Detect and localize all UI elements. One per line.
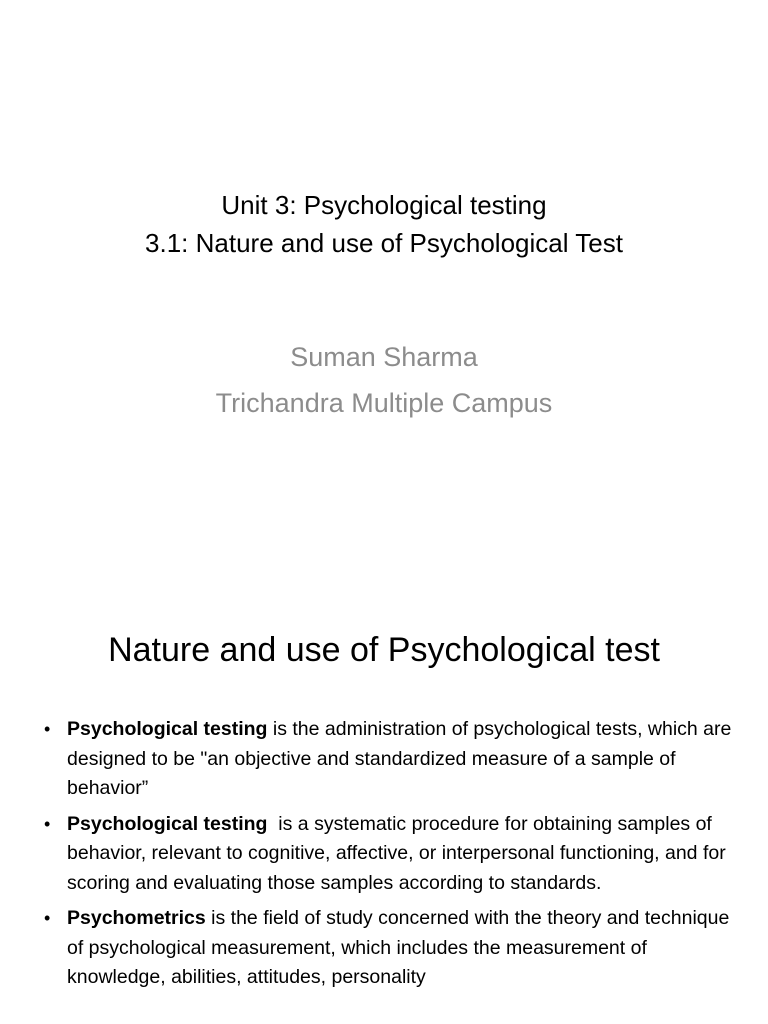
bullet-item <box>44 904 732 993</box>
bullet-term: Psychometrics <box>67 907 206 929</box>
slide-heading: Nature and use of Psychological test <box>108 631 660 669</box>
bullet-icon: • <box>44 908 51 928</box>
slide-subtitle <box>0 334 768 426</box>
author-name: Suman Sharma <box>290 342 478 372</box>
bullet-icon: • <box>44 719 51 739</box>
institution-name: Trichandra Multiple Campus <box>215 388 553 418</box>
bullet-text: is the administration of psychological tests, which are designed to be "an objective and standardized measure of a sample of behavior” <box>67 718 732 799</box>
bullet-term: Psychological testing <box>67 718 268 740</box>
title-line-2: 3.1: Nature and use of Psychological Test <box>145 228 623 258</box>
slide-title <box>0 186 768 262</box>
bullet-term: Psychological testing <box>67 812 268 835</box>
bullet-icon: • <box>44 813 51 834</box>
bullet-text: is a systematic procedure for obtaining samples of behavior, relevant to cognitive, affective, or interpersonal functioning, and for scoring and evaluating those samples according to standards. <box>67 812 732 894</box>
bullet-list <box>44 715 732 999</box>
bullet-item <box>44 810 732 899</box>
bullet-text: is the field of study concerned with the theory and technique of psychological measurement, which includes the measurement of knowledge, abilities, attitudes, personality <box>67 907 730 988</box>
bullet-item <box>44 715 732 804</box>
content-slide <box>0 576 768 1024</box>
title-line-1: Unit 3: Psychological testing <box>221 190 547 220</box>
